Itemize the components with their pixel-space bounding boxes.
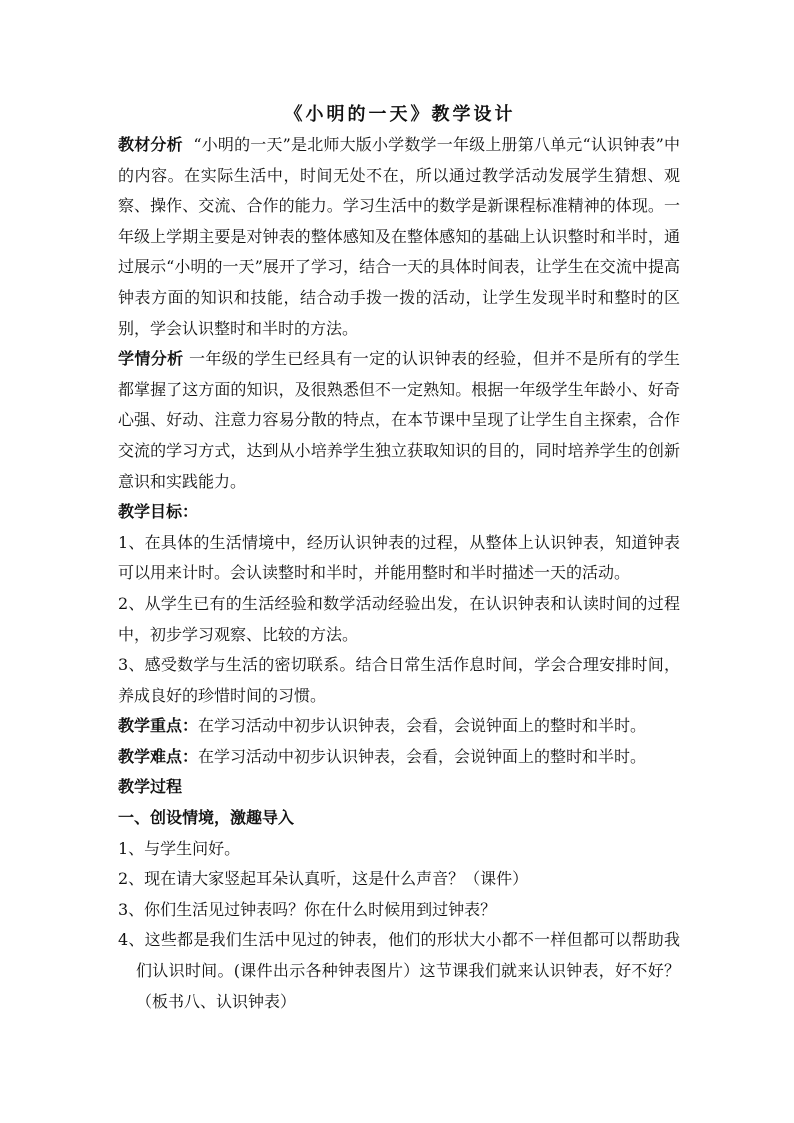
student-analysis-text: 一年级的学生已经具有一定的认识钟表的经验，但并不是所有的学生都掌握了这方面的知识，及很熟悉但不一定熟知。根据一年级学生年龄小、好奇心强、好动、注意力容易分散的特点，在本节课中呈现了让学生自主探索，合作交流的学习方式，达到从小培养学生独立获取知识的目的，同时培养学生的创新意识和实践能力。 — [118, 349, 680, 491]
process-item: 4、这些都是我们生活中见过的钟表，他们的形状大小都不一样但都可以帮助我们认识时间。(课件出示各种钟表图片）这节课我们就来认识钟表，好不好？（板书八、认识钟表） — [118, 930, 680, 1011]
difficulty-label: 教学难点： — [118, 746, 199, 766]
process-item: 1、与学生问好。 — [118, 838, 241, 858]
process-subheading: 一、创设情境，激趣导入 — [118, 808, 295, 828]
material-analysis-label: 教材分析 — [118, 135, 183, 154]
student-analysis-label: 学情分析 — [118, 349, 184, 369]
key-point-label: 教学重点： — [118, 716, 199, 736]
material-analysis-text: “小明的一天”是北师大版小学数学一年级上册第八单元“认识钟表”中的内容。在实际生活中，时间无处不在，所以通过教学活动发展学生猜想、观察、操作、交流、合作的能力。学习生活中的数学是新课程标准精神的体现。一年级上学期主要是对钟表的整体感知及在整体感知的基础上认识整时和半时，通过展示“小明的一天”展开了学习，结合一天的具体时间表，让学生在交流中提高钟表方面的知识和技能，结合动手拨一拨的活动，让学生发现半时和整时的区别，学会认识整时和半时的方法。 — [118, 135, 680, 338]
teaching-process-heading: 教学过程 — [118, 777, 183, 797]
document-title: 《小明的一天》教学设计 — [284, 104, 516, 125]
difficulty-paragraph — [118, 742, 680, 773]
teaching-goal-item: 1、在具体的生活情境中，经历认识钟表的过程，从整体上认识钟表，知道钟表可以用来计时。会认读整时和半时，并能用整时和半时描述一天的活动。 — [118, 532, 680, 583]
student-analysis-paragraph — [118, 344, 680, 497]
teaching-goals-heading: 教学目标： — [118, 502, 199, 522]
difficulty-text: 在学习活动中初步认识钟表，会看，会说钟面上的整时和半时。 — [198, 746, 647, 766]
process-item: 3、你们生活见过钟表吗？你在什么时候用到过钟表？ — [118, 899, 497, 919]
key-point-text: 在学习活动中初步认识钟表，会看，会说钟面上的整时和半时。 — [198, 716, 647, 736]
teaching-goal-item: 2、从学生已有的生活经验和数学活动经验出发，在认识钟表和认读时间的过程中，初步学习观察、比较的方法。 — [118, 593, 680, 644]
process-item: 2、现在请大家竖起耳朵认真听，这是什么声音？（课件） — [118, 869, 529, 889]
teaching-goal-item: 3、感受数学与生活的密切联系。结合日常生活作息时间，学会合理安排时间，养成良好的珍惜时间的习惯。 — [118, 655, 680, 705]
material-analysis-paragraph — [118, 130, 680, 344]
key-point-paragraph — [118, 711, 680, 742]
